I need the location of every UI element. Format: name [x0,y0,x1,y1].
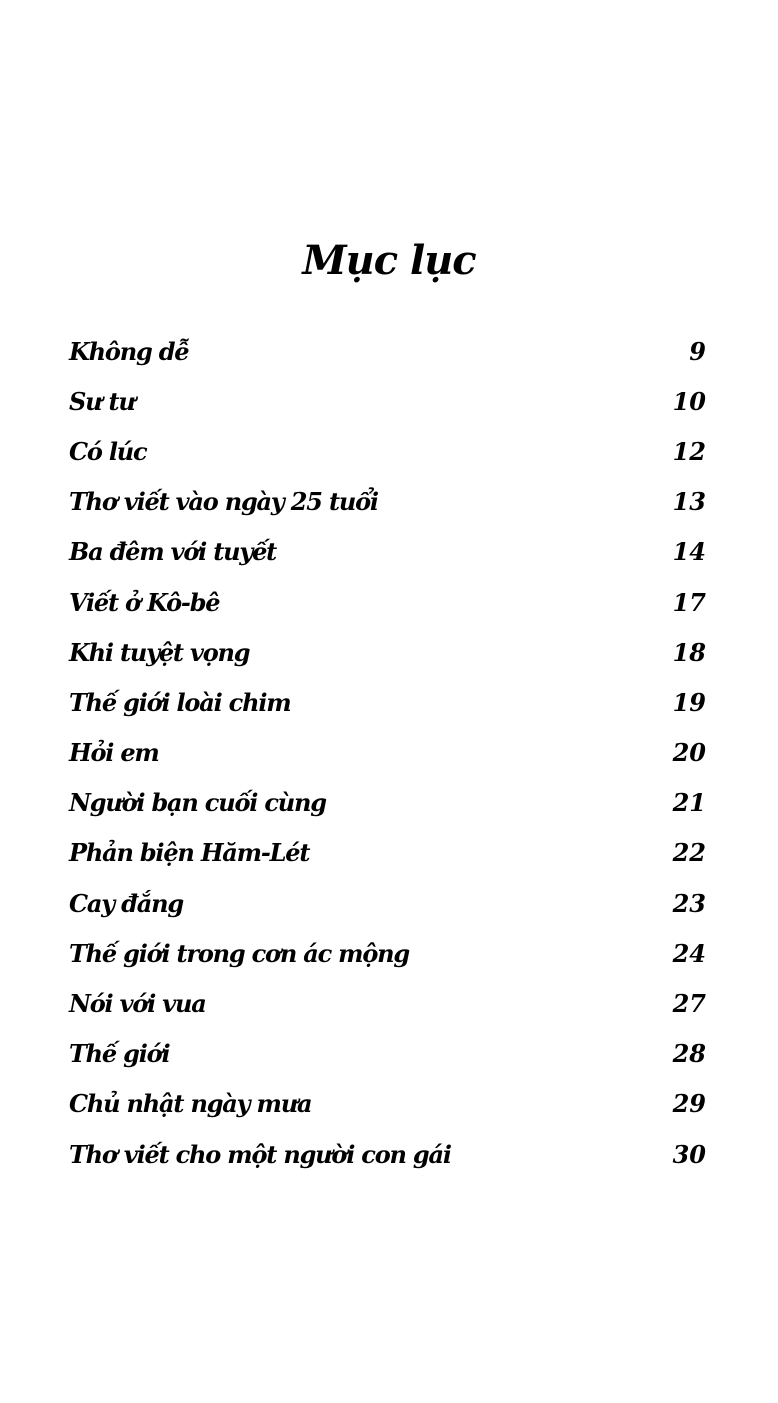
toc-entry-title: Nói với vua [69,989,206,1019]
toc-entry[interactable] [69,778,706,828]
toc-entry-title: Thơ viết cho một người con gái [69,1139,451,1169]
toc-entry[interactable] [69,1029,706,1079]
toc-entry[interactable] [69,1129,706,1179]
toc-entry-page-number: 13 [672,487,706,517]
toc-entry-page-number: 29 [672,1089,706,1119]
toc-entry-page-number: 27 [672,989,706,1019]
toc-entry-title: Thế giới trong cơn ác mộng [69,938,410,968]
toc-list [69,326,706,1179]
toc-entry-page-number: 12 [672,436,706,466]
toc-entry[interactable] [69,376,706,426]
toc-entry-page-number: 9 [689,336,706,366]
toc-entry-page-number: 14 [672,537,706,567]
toc-entry-title: Hỏi em [69,738,159,768]
toc-entry[interactable] [69,677,706,727]
toc-entry-title: Viết ở Kô-bê [69,587,220,617]
toc-entry-title: Khi tuyệt vọng [69,637,250,667]
toc-entry[interactable] [69,878,706,928]
toc-entry[interactable] [69,728,706,778]
toc-entry-title: Thế giới [69,1039,170,1069]
toc-entry-title: Ba đêm với tuyết [69,537,277,567]
toc-entry[interactable] [69,1079,706,1129]
toc-entry-page-number: 30 [672,1139,706,1169]
toc-entry-title: Thế giới loài chim [69,687,291,717]
toc-entry-page-number: 17 [672,587,706,617]
toc-entry-title: Phản biện Hăm-Lét [69,838,310,868]
toc-entry-title: Chủ nhật ngày mưa [69,1089,312,1119]
toc-entry-page-number: 28 [672,1039,706,1069]
toc-entry-title: Người bạn cuối cùng [69,788,326,818]
toc-entry-page-number: 10 [672,386,706,416]
toc-entry-page-number: 18 [672,637,706,667]
toc-entry[interactable] [69,426,706,476]
toc-entry[interactable] [69,828,706,878]
toc-entry-title: Cay đắng [69,888,183,918]
toc-entry[interactable] [69,627,706,677]
toc-entry[interactable] [69,326,706,376]
toc-entry-page-number: 24 [672,938,706,968]
page-title: Mục lục [302,236,476,284]
toc-entry-page-number: 22 [672,838,706,868]
toc-entry-title: Không dễ [69,336,189,366]
toc-entry-page-number: 23 [672,888,706,918]
toc-entry[interactable] [69,978,706,1028]
toc-entry[interactable] [69,928,706,978]
toc-entry[interactable] [69,527,706,577]
toc-entry-title: Thơ viết vào ngày 25 tuổi [69,487,378,517]
toc-entry-page-number: 19 [672,687,706,717]
toc-entry[interactable] [69,477,706,527]
toc-entry-page-number: 20 [672,738,706,768]
toc-entry-title: Sư tư [69,386,135,416]
toc-entry-page-number: 21 [672,788,706,818]
toc-entry-title: Có lúc [69,436,147,466]
toc-entry[interactable] [69,577,706,627]
